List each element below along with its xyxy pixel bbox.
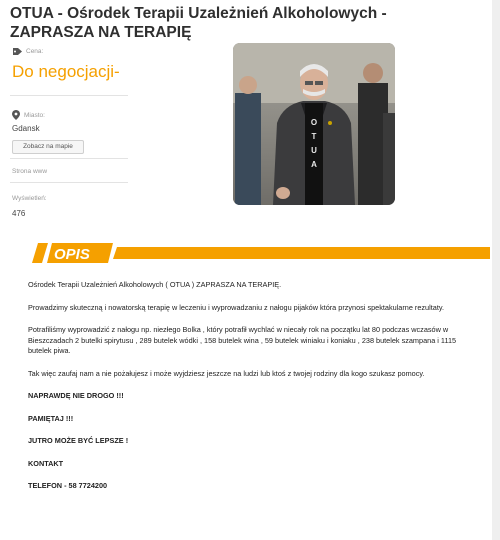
description-paragraph: Tak więc zaufaj nam a nie pożałujesz i może wyjdziesz jeszcze na ludzi lub ktoś z twojej rodziny dla kogo szukasz pomocy. xyxy=(28,368,425,378)
page-edge xyxy=(492,0,500,540)
section-header-banner xyxy=(20,240,490,266)
tag-icon xyxy=(12,47,23,56)
divider xyxy=(10,182,128,183)
section-header-opis xyxy=(20,240,490,266)
listing-photo[interactable] xyxy=(233,43,395,205)
city-label-row xyxy=(12,110,45,120)
views-count: 476 xyxy=(12,209,26,218)
description-paragraph: PAMIĘTAJ !!! xyxy=(28,413,74,423)
divider xyxy=(10,95,128,96)
description-paragraph: Prowadzimy skuteczną i nowatorską terapię w leczeniu i wyprowadzaniu z nałogu pijaków która przynosi spektakularne rezultaty. xyxy=(28,302,444,312)
price-label: Cena: xyxy=(26,48,44,55)
location-pin-icon xyxy=(12,110,20,120)
price-label-row xyxy=(12,47,43,56)
shirt-letter: T xyxy=(311,132,317,141)
page-title: OTUA - Ośrodek Terapii Uzależnień Alkoholowych - ZAPRASZA NA TERAPIĘ xyxy=(10,5,387,41)
description-paragraph: Ośrodek Terapii Uzależnień Alkoholowych ( OTUA ) ZAPRASZA NA TERAPIĘ. xyxy=(28,280,282,289)
contact-heading: KONTAKT xyxy=(28,458,64,468)
shirt-letter: A xyxy=(311,160,317,169)
divider xyxy=(10,158,128,159)
shirt-letter: U xyxy=(311,146,317,155)
show-on-map-button[interactable]: Zobacz na mapie xyxy=(12,140,84,154)
photo-image xyxy=(233,43,395,205)
website-label: Strona www xyxy=(12,168,48,175)
description-paragraph: NAPRAWDĘ NIE DROGO !!! xyxy=(28,391,124,400)
description-paragraph: JUTRO MOŻE BYĆ LEPSZE ! xyxy=(28,436,129,445)
city-value: Gdansk xyxy=(12,124,40,133)
description-paragraph: Potrafiliśmy wyprowadzić z nałogu np. niezłego Bolka , który potrafił wychlać w niecały rok na początku lat 80 podczas wczasów w Bieszczadach 2 butelki spirytusu , 289 butelek wódki , 158 butelek wina , 59 butelek winiaku i koniaku , 238 butelek szampana i 1115 butelek piwa. xyxy=(28,325,457,355)
views-label: Wyświetleń: xyxy=(12,195,47,202)
price-value: Do negocjacji- xyxy=(12,62,120,81)
description xyxy=(28,280,468,504)
contact-phone: TELEFON - 58 7724200 xyxy=(28,481,108,490)
city-label: Miasto: xyxy=(24,111,45,119)
shirt-letter: O xyxy=(310,118,318,127)
section-heading: OPIS xyxy=(54,246,90,263)
